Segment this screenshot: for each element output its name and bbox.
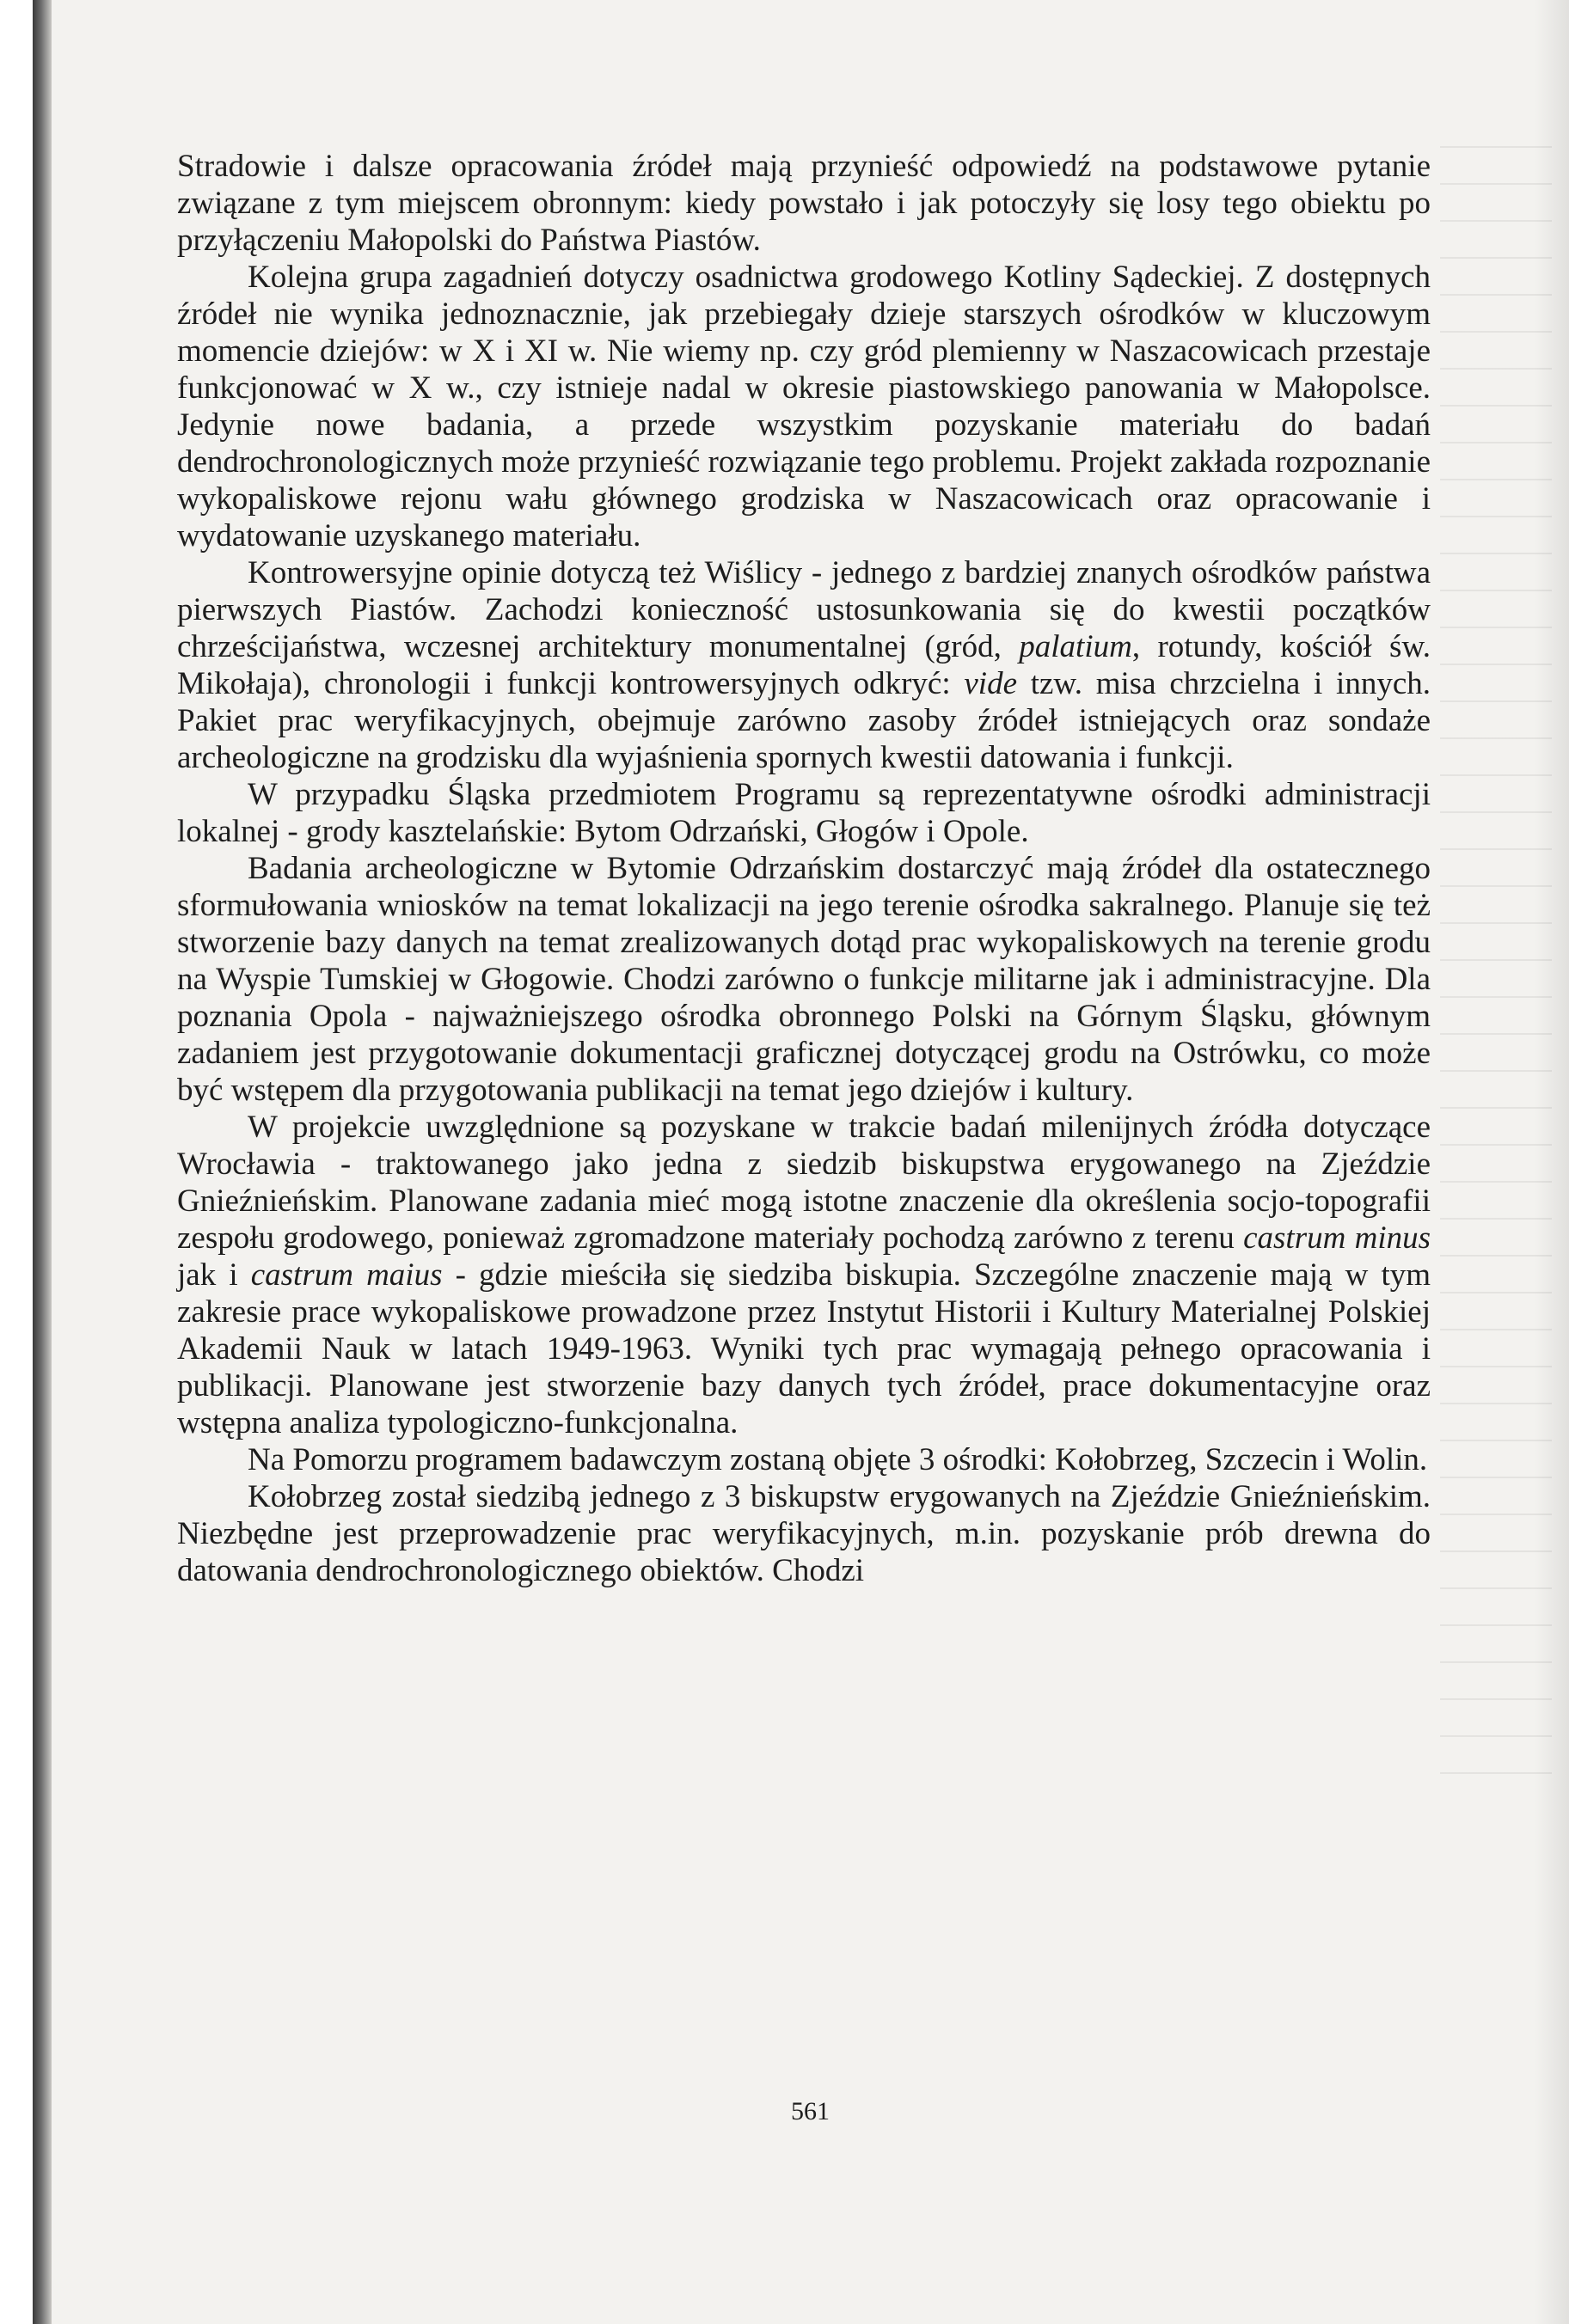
facing-page-bleed-through bbox=[1440, 146, 1552, 1779]
paragraph-7: Na Pomorzu programem badawczym zostaną objęte 3 ośrodki: Kołobrzeg, Szczecin i Wolin. bbox=[248, 1442, 1428, 1477]
page-number: 561 bbox=[791, 2097, 830, 2125]
paragraph-3 bbox=[177, 554, 1431, 776]
paragraph-6-text-c: - gdzie mieściła się siedziba biskupia. Szczególne znaczenie mają w tym zakresie prace wykopaliskowe prowadzone przez Instytut Historii i Kultury Materialnej Polskiej Akademii Nauk w latach 1949-1963. Wyniki tych prac wymagają pełnego opracowania i publikacji. Planowane jest stworzenie bazy danych tych źródeł, prace dokumentacyjne oraz wstępna analiza typologiczno-funkcjonalna. bbox=[177, 1257, 1431, 1440]
scan-left-margin bbox=[0, 0, 33, 2324]
paragraph-4: W przypadku Śląska przedmiotem Programu są reprezentatywne ośrodki administracji lokalnej - grody kasztelańskie: Bytom Odrzański, Głogów i Opole. bbox=[177, 777, 1431, 849]
paragraph-3-text-b: , rotundy, kościół św. Mikołaja), chronologii i funkcji kontrowersyjnych odkryć: bbox=[177, 629, 1431, 701]
binding-shadow bbox=[33, 0, 52, 2324]
paragraph-6-text-b: jak i bbox=[177, 1257, 251, 1293]
italic-term-castrum-minus: castrum minus bbox=[1243, 1220, 1431, 1256]
paragraph-6 bbox=[177, 1109, 1431, 1441]
body-text bbox=[177, 148, 1431, 1589]
paragraph-6-text-a: W projekcie uwzględnione są pozyskane w trakcie badań milenijnych źródła dotyczące Wrocławia - traktowanego jako jedna z siedzib biskupstwa erygowanego na Zjeździe Gnieźnieńskim. Planowane zadania mieć mogą istotne znaczenie dla określenia socjo-topografii zespołu grodowego, ponieważ zgromadzone materiały pochodzą zarówno z terenu bbox=[177, 1110, 1431, 1256]
book-page bbox=[52, 0, 1569, 2324]
italic-term-palatium: palatium bbox=[1019, 629, 1132, 664]
italic-term-castrum-maius: castrum maius bbox=[250, 1257, 443, 1293]
paragraph-8: Kołobrzeg został siedzibą jednego z 3 biskupstw erygowanych na Zjeździe Gnieźnieńskim. Niezbędne jest przeprowadzenie prac weryfikacyjnych, m.in. pozyskanie prób drewna do datowania dendrochronologicznego obiektów. Chodzi bbox=[177, 1479, 1431, 1588]
paragraph-3-text-c: tzw. misa chrzcielna i innych. Pakiet prac weryfikacyjnych, obejmuje zarówno zasoby źródeł istniejących oraz sondaże archeologiczne na grodzisku dla wyjaśnienia spornych kwestii datowania i funkcji. bbox=[177, 666, 1431, 775]
italic-term-vide: vide bbox=[964, 666, 1017, 701]
paragraph-2: Kolejna grupa zagadnień dotyczy osadnictwa grodowego Kotliny Sądeckiej. Z dostępnych źródeł nie wynika jednoznacznie, jak przebiegały dzieje starszych ośrodków w kluczowym momencie dziejów: w X i XI w. Nie wiemy np. czy gród plemienny w Naszacowicach przestaje funkcjonować w X w., czy istnieje nadal w okresie piastowskiego panowania w Małopolsce. Jedynie nowe badania, a przede wszystkim pozyskanie materiału do badań dendrochronologicznych może przynieść rozwiązanie tego problemu. Projekt zakłada rozpoznanie wykopaliskowe rejonu wału głównego grodziska w Naszacowicach oraz opracowanie i wydatowanie uzyskanego materiału. bbox=[177, 260, 1431, 553]
paragraph-5: Badania archeologiczne w Bytomie Odrzańskim dostarczyć mają źródeł dla ostatecznego sformułowania wniosków na temat lokalizacji na jego terenie ośrodka sakralnego. Planuje się też stworzenie bazy danych na temat zrealizowanych dotąd prac wykopaliskowych na terenie grodu na Wyspie Tumskiej w Głogowie. Chodzi zarówno o funkcje militarne jak i administracyjne. Dla poznania Opola - najważniejszego ośrodka obronnego Polski na Górnym Śląsku, głównym zadaniem jest przygotowanie dokumentacji graficznej dotyczącej grodu na Ostrówku, co może być wstępem dla przygotowania publikacji na temat jego dziejów i kultury. bbox=[177, 851, 1431, 1108]
paragraph-3-text-a: Kontrowersyjne opinie dotyczą też Wiślicy - jednego z bardziej znanych ośrodków państwa pierwszych Piastów. Zachodzi konieczność ustosunkowania się do kwestii początków chrześcijaństwa, wczesnej architektury monumentalnej (gród, bbox=[177, 555, 1431, 664]
paragraph-1: Stradowie i dalsze opracowania źródeł mają przynieść odpowiedź na podstawowe pytanie związane z tym miejscem obronnym: kiedy powstało i jak potoczyły się losy tego obiektu po przyłączeniu Małopolski do Państwa Piastów. bbox=[177, 149, 1431, 258]
